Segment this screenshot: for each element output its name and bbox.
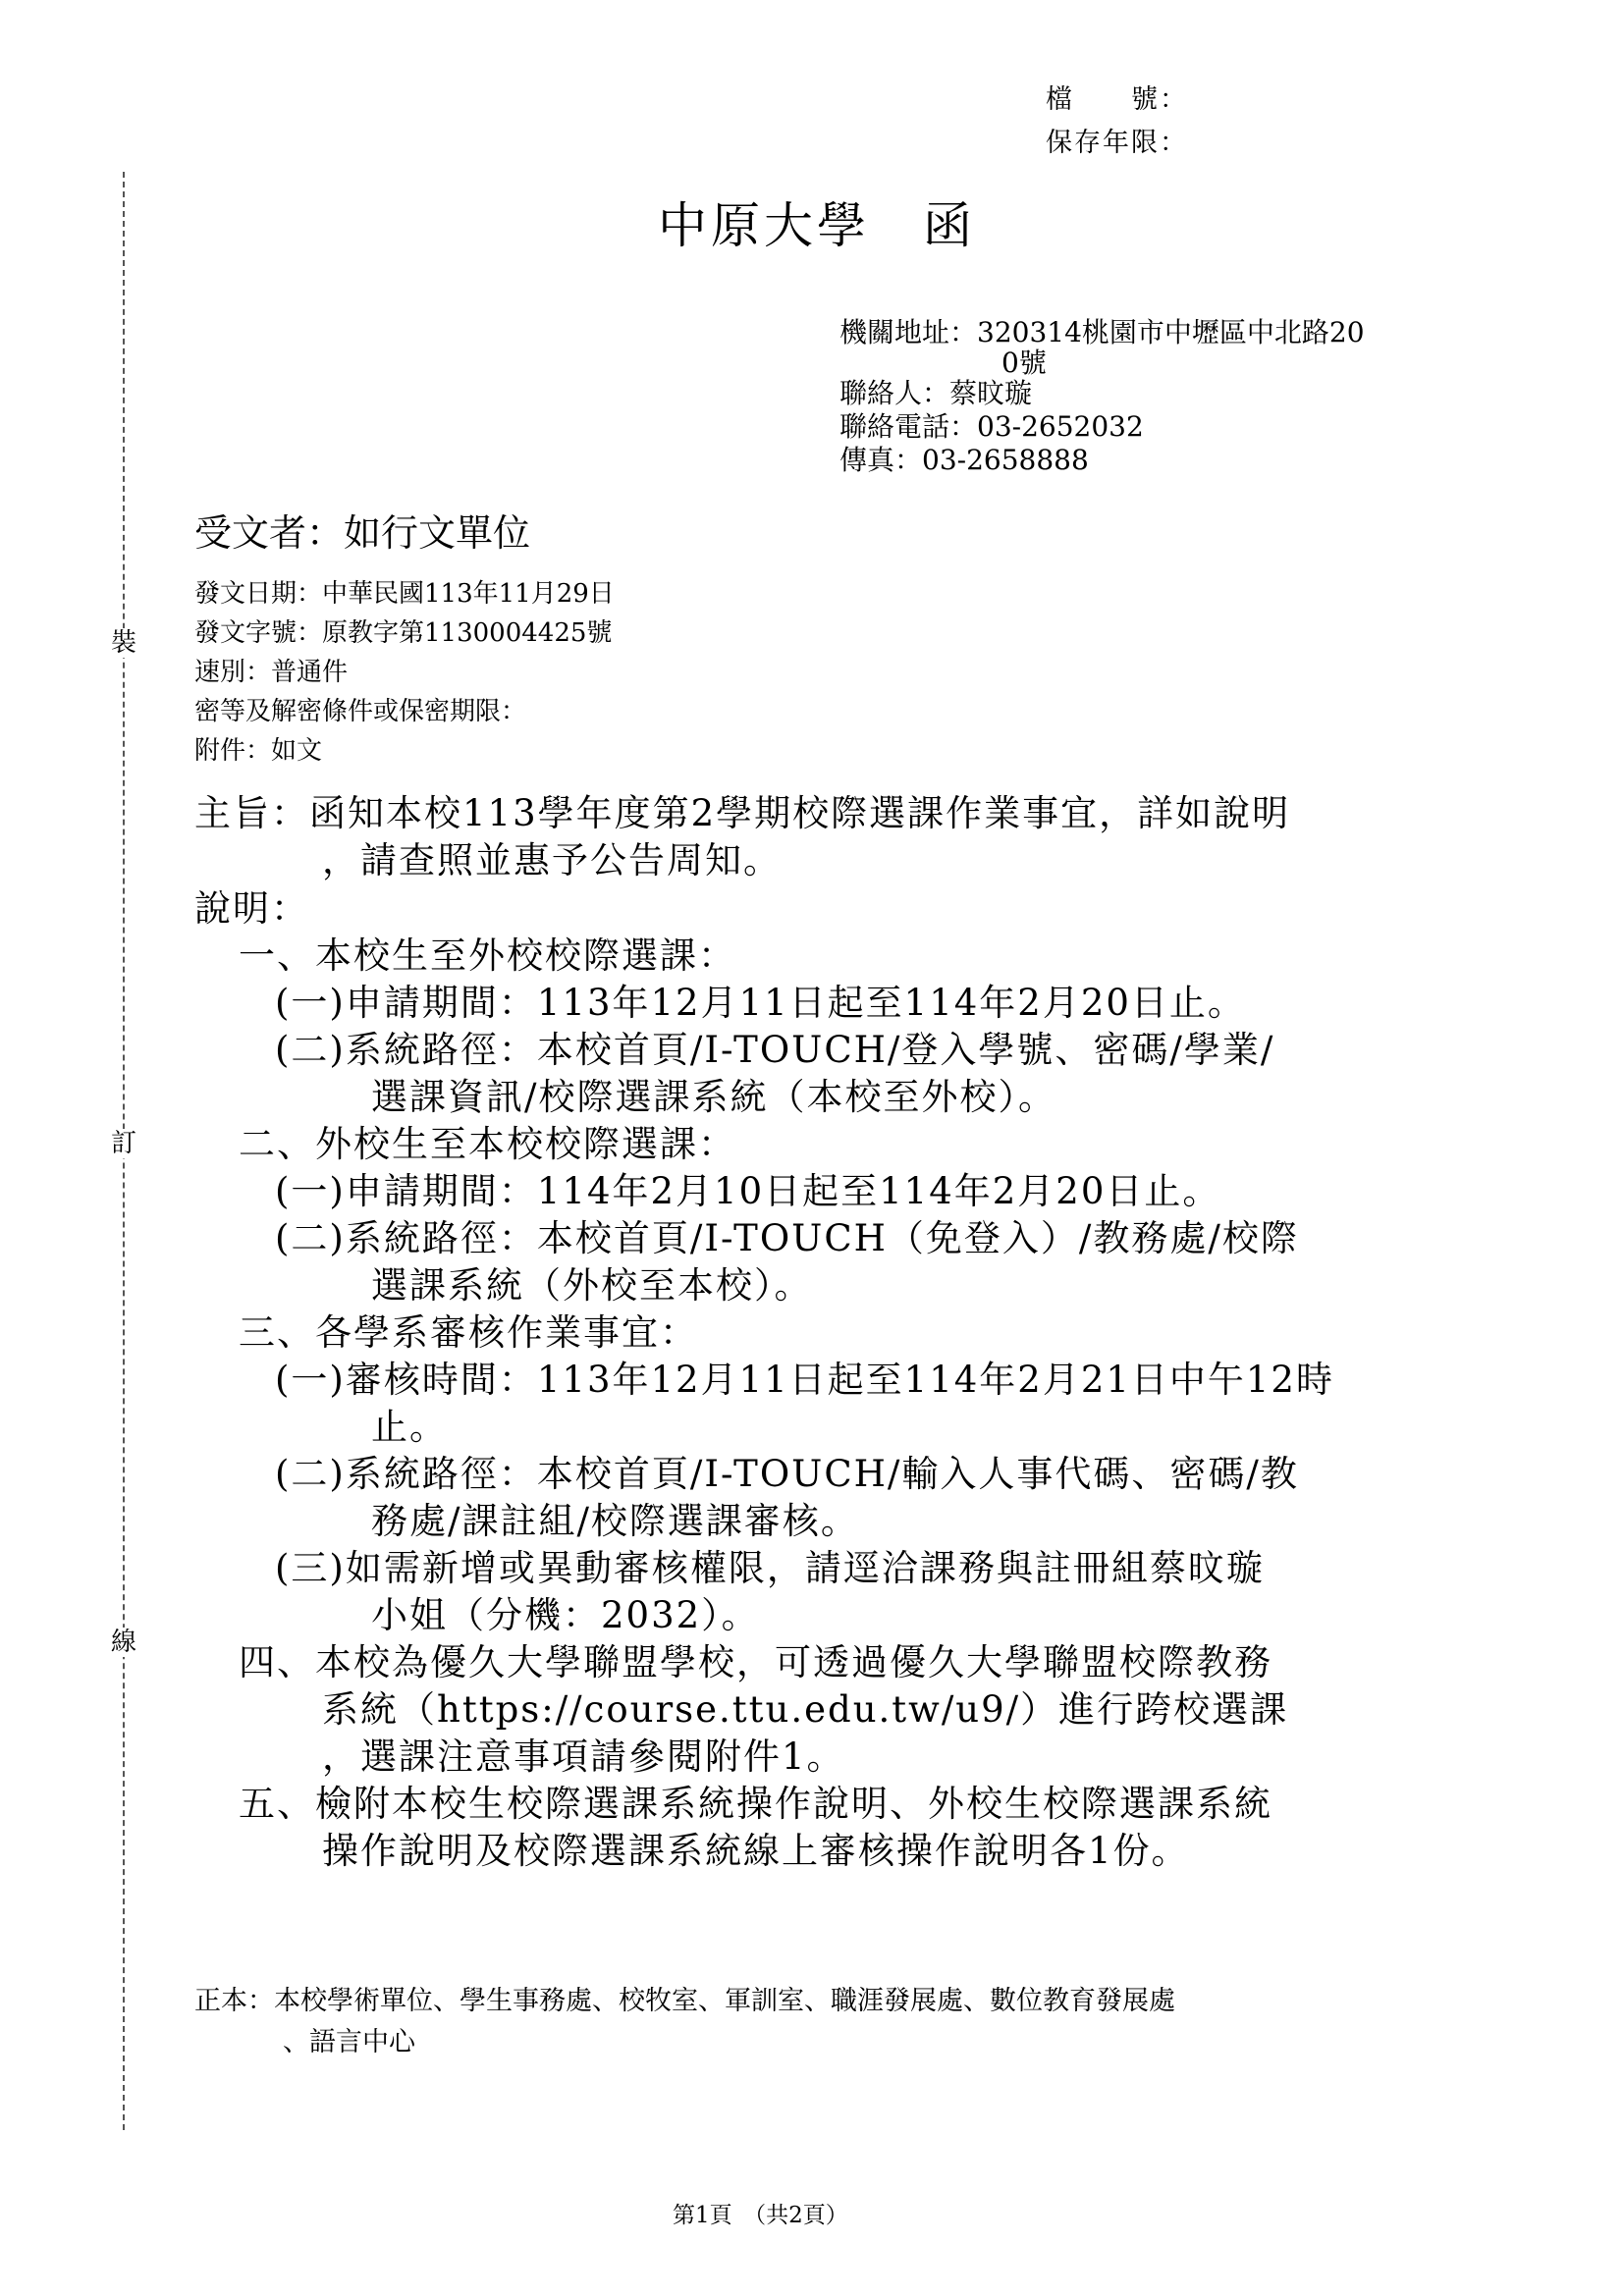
copies-line1: 正本：本校學術單位、學生事務處、校牧室、軍訓室、職涯發展處、數位教育發展處	[194, 1986, 1175, 2016]
section-5-line1: 五、檢附本校生校際選課系統操作說明、外校生校際選課系統	[239, 1783, 1272, 1825]
section-4-line2: 系統（https://course.ttu.edu.tw/u9/）進行跨校選課	[322, 1688, 1289, 1731]
page-number: 第1頁 （共2頁）	[673, 2203, 848, 2228]
section-3-item-3-line1: (三)如需新增或異動審核權限，請逕洽課務與註冊組蔡旼璇	[275, 1547, 1265, 1589]
sender-address-line1: 機關地址：320314桃園市中壢區中北路20	[839, 316, 1365, 348]
copies-recipients	[194, 1981, 1175, 2063]
subject-line1: 主旨：函知本校113學年度第2學期校際選課作業事宜，詳如說明	[194, 792, 1291, 834]
doc-number: 發文字號：原教字第1130004425號	[194, 618, 613, 648]
section-4-line3: ，選課注意事項請參閱附件1。	[322, 1735, 845, 1778]
section-3-item-2-line1: (二)系統路徑：本校首頁/I-TOUCH/輸入人事代碼、密碼/教	[275, 1453, 1299, 1495]
subject	[194, 790, 1290, 884]
section-3-item-1-line2: 止。	[371, 1406, 448, 1448]
retention-label: 保存年限：	[1046, 128, 1188, 158]
copies-line2: 、語言中心	[283, 2027, 415, 2057]
doc-speed: 速別：普通件	[194, 658, 349, 687]
section-3-item-2-line2: 務處/課註組/校際選課審核。	[371, 1500, 859, 1542]
section-2-item-1: (一)申請期間：114年2月10日起至114年2月20日止。	[275, 1170, 1221, 1212]
document-title: 中原大學 函	[658, 197, 976, 254]
doc-attachment: 附件：如文	[194, 736, 323, 766]
binding-mark-ding: 訂	[111, 1129, 137, 1158]
file-number-label: 檔 號：	[1046, 84, 1188, 115]
explanation-label: 說明：	[194, 887, 309, 930]
contact-person: 聯絡人：蔡旼璇	[839, 377, 1033, 409]
section-2-heading: 二、外校生至本校校際選課：	[239, 1123, 736, 1165]
sender-address-line2: 0號	[1001, 347, 1047, 379]
section-1-item-2-line1: (二)系統路徑：本校首頁/I-TOUCH/登入學號、密碼/學業/	[275, 1029, 1275, 1071]
section-4-line1: 四、本校為優久大學聯盟學校，可透過優久大學聯盟校際教務	[239, 1641, 1272, 1683]
sender-info	[839, 316, 1365, 477]
contact-phone: 聯絡電話：03-2652032	[839, 410, 1144, 443]
doc-date: 發文日期：中華民國113年11月29日	[194, 579, 615, 609]
explanation	[194, 885, 1334, 1875]
section-2-item-2-line1: (二)系統路徑：本校首頁/I-TOUCH（免登入）/教務處/校際	[275, 1217, 1299, 1259]
section-1-item-2-line2: 選課資訊/校際選課系統（本校至外校）。	[371, 1076, 1056, 1118]
section-5-line2: 操作說明及校際選課系統線上審核操作說明各1份。	[322, 1830, 1190, 1872]
recipient: 受文者：如行文單位	[194, 511, 531, 555]
doc-confidentiality: 密等及解密條件或保密期限：	[194, 697, 527, 726]
doc-meta	[194, 574, 615, 771]
binding-mark-xian: 線	[111, 1628, 137, 1657]
section-3-heading: 三、各學系審核作業事宜：	[239, 1311, 698, 1354]
section-3-item-1-line1: (一)審核時間：113年12月11日起至114年2月21日中午12時	[275, 1359, 1334, 1401]
section-1-heading: 一、本校生至外校校際選課：	[239, 934, 736, 977]
file-info	[1046, 79, 1188, 165]
section-3-item-3-line2: 小姐（分機：2032）。	[371, 1594, 760, 1636]
section-2-item-2-line2: 選課系統（外校至本校）。	[371, 1264, 813, 1307]
section-1-item-1: (一)申請期間：113年12月11日起至114年2月20日止。	[275, 982, 1246, 1024]
subject-line2: ，請查照並惠予公告周知。	[322, 839, 782, 881]
contact-fax: 傳真：03-2658888	[839, 444, 1089, 476]
binding-mark-zhuang: 裝	[111, 628, 137, 658]
